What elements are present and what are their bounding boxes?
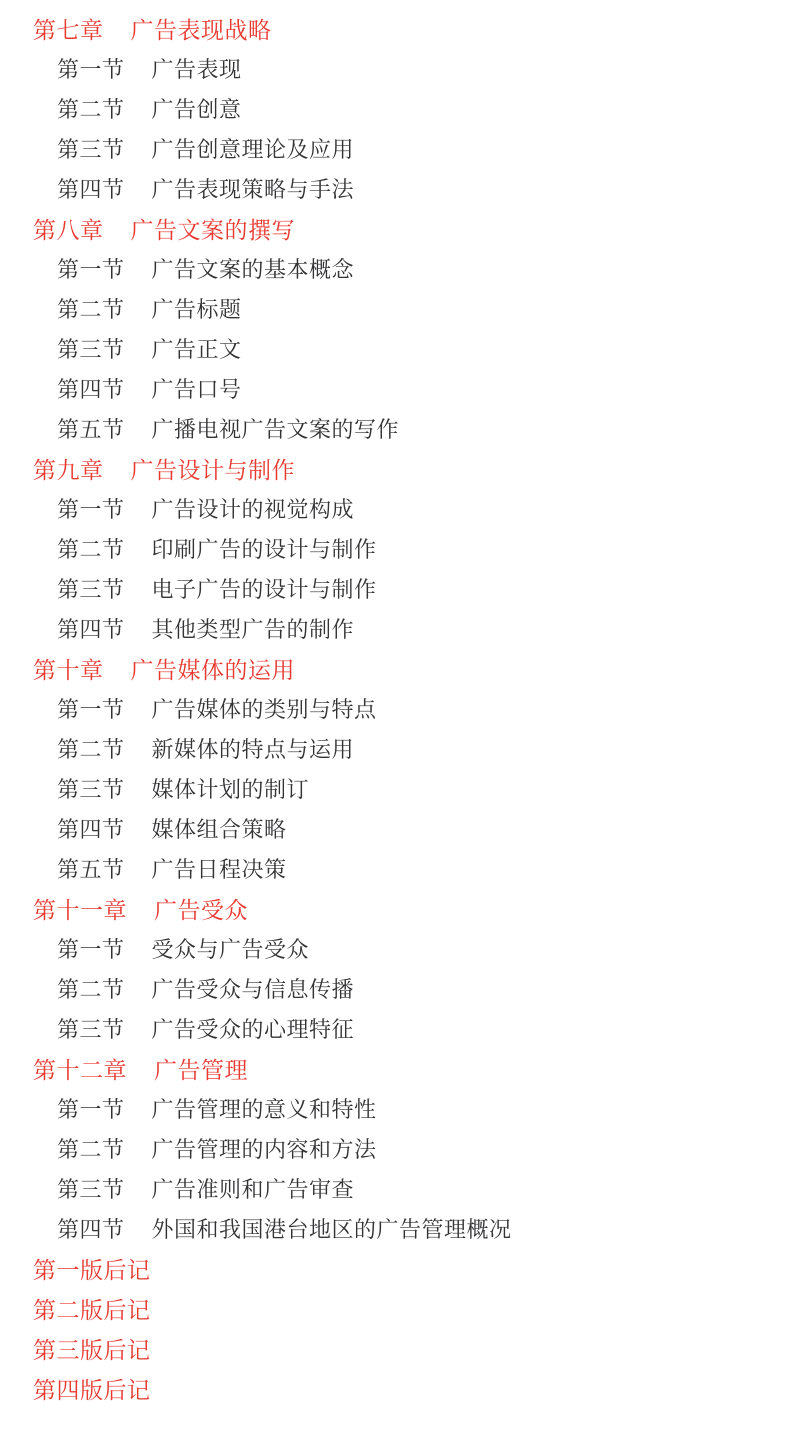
chapter-label: 第十章 [33,656,104,683]
section-title: 新媒体的特点与运用 [151,736,355,762]
toc-section-entry[interactable] [0,1168,790,1208]
section-title: 印刷广告的设计与制作 [151,536,377,562]
section-title: 媒体组合策略 [151,816,287,842]
section-label: 第三节 [57,1176,125,1202]
toc-section-entry[interactable] [0,328,790,368]
chapter-label: 第八章 [33,216,104,243]
toc-section-entry[interactable] [0,288,790,328]
toc-section-entry[interactable] [0,1208,790,1248]
toc-section-entry[interactable] [0,768,790,808]
section-title: 广告口号 [151,376,242,402]
section-label: 第二节 [57,736,125,762]
section-title: 广告创意 [151,96,242,122]
toc-chapter-entry[interactable] [0,8,790,48]
afterword-title: 第三版后记 [33,1336,151,1363]
section-title: 广告受众的心理特征 [151,1016,355,1042]
toc-chapter-entry[interactable] [0,648,790,688]
section-title: 广告正文 [151,336,242,362]
section-label: 第四节 [57,376,125,402]
toc-section-entry[interactable] [0,808,790,848]
section-label: 第三节 [57,136,125,162]
section-title: 媒体计划的制订 [151,776,310,802]
section-title: 广告表现策略与手法 [151,176,355,202]
section-title: 广告媒体的类别与特点 [151,696,377,722]
section-label: 第三节 [57,776,125,802]
afterword-title: 第四版后记 [33,1376,151,1403]
toc-section-entry[interactable] [0,968,790,1008]
toc-section-entry[interactable] [0,1128,790,1168]
toc-section-entry[interactable] [0,368,790,408]
chapter-label: 第九章 [33,456,104,483]
toc-section-entry[interactable] [0,128,790,168]
section-label: 第三节 [57,1016,125,1042]
section-title: 广告创意理论及应用 [151,136,355,162]
section-label: 第四节 [57,816,125,842]
toc-section-entry[interactable] [0,728,790,768]
chapter-title: 广告设计与制作 [130,456,295,483]
chapter-label: 第十二章 [33,1056,127,1083]
toc-section-entry[interactable] [0,528,790,568]
section-title: 外国和我国港台地区的广告管理概况 [151,1216,512,1242]
section-label: 第二节 [57,96,125,122]
section-label: 第一节 [57,56,125,82]
section-label: 第五节 [57,856,125,882]
section-title: 广告管理的内容和方法 [151,1136,377,1162]
section-label: 第五节 [57,416,125,442]
toc-section-entry[interactable] [0,488,790,528]
toc-section-entry[interactable] [0,568,790,608]
chapter-title: 广告管理 [154,1056,248,1083]
section-title: 电子广告的设计与制作 [151,576,377,602]
toc-section-entry[interactable] [0,48,790,88]
section-label: 第二节 [57,536,125,562]
section-label: 第三节 [57,576,125,602]
section-label: 第一节 [57,496,125,522]
section-title: 其他类型广告的制作 [151,616,355,642]
toc-section-entry[interactable] [0,88,790,128]
toc-section-entry[interactable] [0,168,790,208]
section-title: 广告表现 [151,56,242,82]
section-label: 第四节 [57,1216,125,1242]
section-title: 受众与广告受众 [151,936,310,962]
section-label: 第四节 [57,176,125,202]
toc-afterword-entry[interactable] [0,1368,790,1408]
chapter-title: 广告文案的撰写 [130,216,295,243]
toc-afterword-entry[interactable] [0,1248,790,1288]
toc-chapter-entry[interactable] [0,1048,790,1088]
section-title: 广告设计的视觉构成 [151,496,355,522]
section-label: 第三节 [57,336,125,362]
toc-section-entry[interactable] [0,1088,790,1128]
chapter-label: 第十一章 [33,896,127,923]
section-label: 第一节 [57,256,125,282]
afterword-title: 第二版后记 [33,1296,151,1323]
section-title: 广告文案的基本概念 [151,256,355,282]
section-title: 广告受众与信息传播 [151,976,355,1002]
toc-section-entry[interactable] [0,848,790,888]
toc-section-entry[interactable] [0,928,790,968]
toc-afterword-entry[interactable] [0,1288,790,1328]
toc-chapter-entry[interactable] [0,208,790,248]
section-title: 广播电视广告文案的写作 [151,416,400,442]
toc-section-entry[interactable] [0,1008,790,1048]
section-label: 第一节 [57,1096,125,1122]
section-label: 第四节 [57,616,125,642]
chapter-title: 广告受众 [154,896,248,923]
toc-chapter-entry[interactable] [0,888,790,928]
section-title: 广告日程决策 [151,856,287,882]
toc-section-entry[interactable] [0,608,790,648]
section-title: 广告准则和广告审查 [151,1176,355,1202]
toc-chapter-entry[interactable] [0,448,790,488]
chapter-label: 第七章 [33,16,104,43]
section-label: 第一节 [57,936,125,962]
toc-section-entry[interactable] [0,248,790,288]
afterword-title: 第一版后记 [33,1256,151,1283]
section-label: 第一节 [57,696,125,722]
toc-afterword-entry[interactable] [0,1328,790,1368]
section-title: 广告标题 [151,296,242,322]
section-label: 第二节 [57,976,125,1002]
section-label: 第二节 [57,296,125,322]
toc-section-entry[interactable] [0,408,790,448]
toc-section-entry[interactable] [0,688,790,728]
chapter-title: 广告媒体的运用 [130,656,295,683]
section-label: 第二节 [57,1136,125,1162]
section-title: 广告管理的意义和特性 [151,1096,377,1122]
chapter-title: 广告表现战略 [130,16,272,43]
